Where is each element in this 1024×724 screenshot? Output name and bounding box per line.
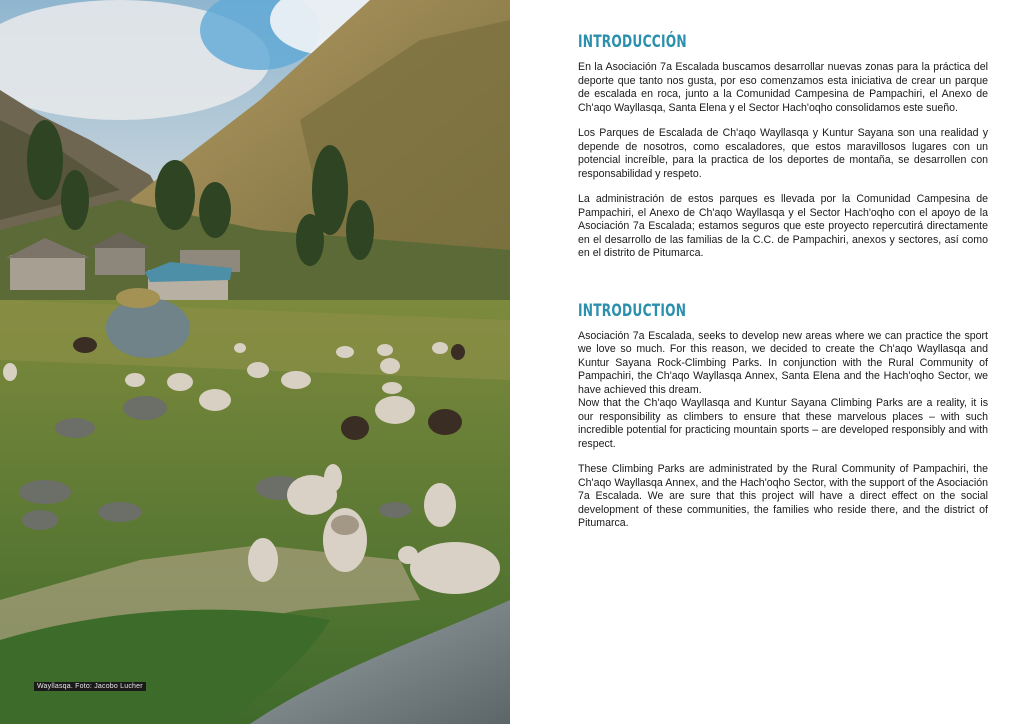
paragraph-en-3: These Climbing Parks are administrated by the Rural Community of Pampachiri, the Ch'aqo Wayllasqa Annex, and the Hach'oqho Sector, with the support of the Asociación 7a Escalada. We are sure that this project will have a direct effect on the social development of these communities, the families who reside there, and the district of Pitumarca. [578,463,988,529]
section-spanish [578,32,988,261]
text-panel [578,32,988,543]
boulder [106,298,190,358]
heading-introduction: INTRODUCTION [578,300,687,321]
paragraph-es-3: La administración de estos parques es llevada por la Comunidad Campesina de Pampachiri, el Anexo de Ch'aqo Wayllasqa y el Sector Hach'oqho con el apoyo de la Asociación 7a Escalada; estamos seguros que este proyecto repercutirá directamente en el desarrollo de las familias de la C.C. de Pampachiri, anexos y sectores, así como en el distrito de Pitumarca. [578,193,988,259]
photo-caption: Wayllasqa. Foto: Jacobo Lucher [34,682,146,691]
paragraph-en-2: Now that the Ch'aqo Wayllasqa and Kuntur Sayana Climbing Parks are a reality, it is our responsibility as climbers to ensure that these marvelous places – with such incredible potential for practicing mountain sports – are developed responsibly and with respect. [578,397,988,450]
landscape-photo [0,0,510,724]
paragraph-es-2: Los Parques de Escalada de Ch'aqo Wayllasqa y Kuntur Sayana son una realidad y depende de nosotros, como escaladores, que estos maravillosos lugares con un potencial increíble, para la practica de los deportes de montaña, se desarrollen con responsabilidad y respeto. [578,127,988,180]
paragraph-es-1: En la Asociación 7a Escalada buscamos desarrollar nuevas zonas para la práctica del deporte que tanto nos gusta, por eso comenzamos esta iniciativa de crear un parque de escalada en roca, junto a la Comunidad Campesina de Pampachiri, el Anexo de Ch'aqo Wayllasqa, Santa Elena y el Sector Hach'oqho consolidamos este sueño. [578,61,988,114]
section-english [578,301,988,531]
paragraph-en-1: Asociación 7a Escalada, seeks to develop new areas where we can practice the sport we love so much. For this reason, we decided to create the Ch'aqo Wayllasqa and Kuntur Sayana Rock-Climbing Parks. In conjunction with the Rural Community of Pampachiri, the Ch'aqo Wayllasqa Annex, Santa Elena and the Hach'oqho Sector, we have achieved this dream. [578,329,988,396]
heading-introduccion: INTRODUCCIÓN [578,32,687,52]
